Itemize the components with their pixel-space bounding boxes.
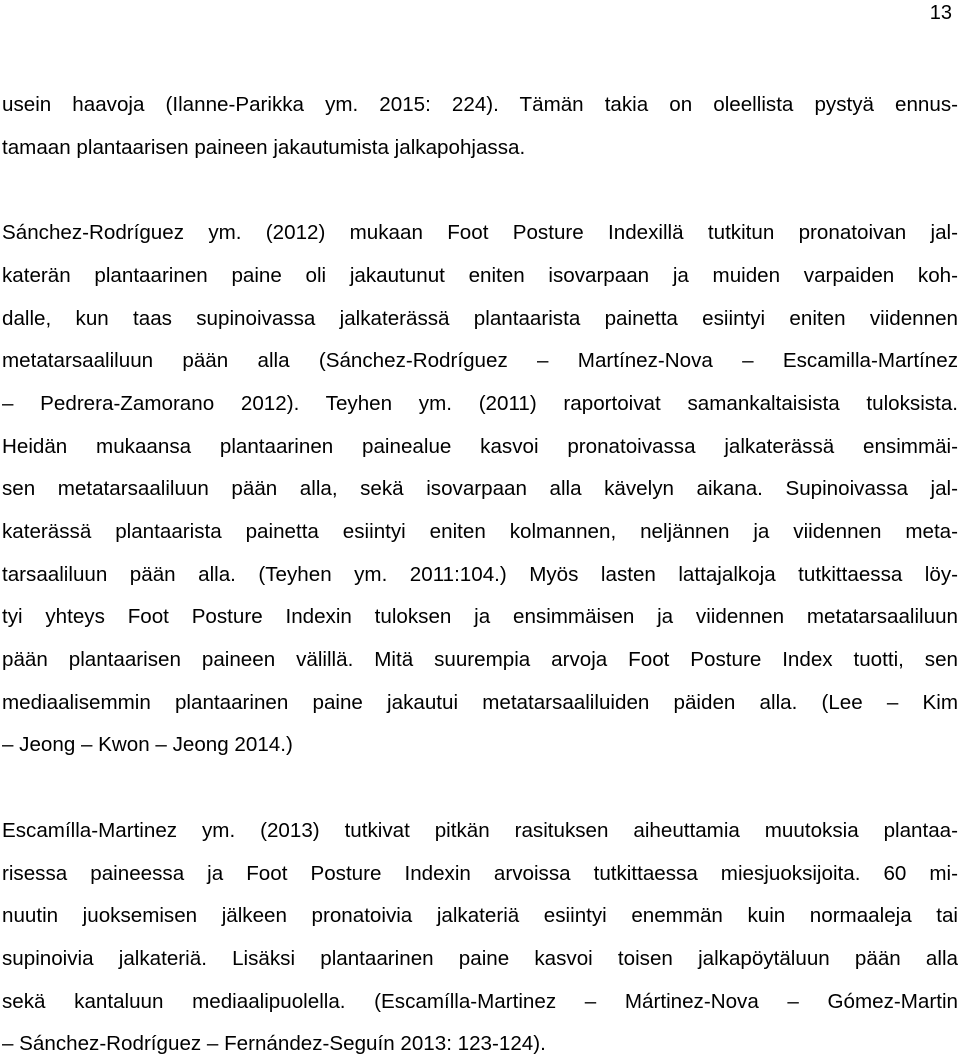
text-line: – Sánchez-Rodríguez – Fernández-Seguín 2013: 123-124).	[2, 1032, 546, 1055]
text-line: usein haavoja (Ilanne-Parikka ym. 2015: 224). Tämän takia on oleellista pystyä ennus-	[2, 93, 958, 116]
page-number: 13	[929, 2, 952, 24]
text-line: katerässä plantaarista painetta esiintyi eniten kolmannen, neljännen ja viidennen meta-	[2, 520, 958, 543]
text-line: metatarsaaliluun pään alla (Sánchez-Rodríguez – Martínez-Nova – Escamilla-Martínez	[2, 349, 958, 372]
text-line: – Pedrera-Zamorano 2012). Teyhen ym. (2011) raportoivat samankaltaisista tuloksista.	[2, 392, 958, 415]
text-line: supinoivia jalkateriä. Lisäksi plantaarinen paine kasvoi toisen jalkapöytäluun pään alla	[2, 947, 958, 970]
text-line: tarsaaliluun pään alla. (Teyhen ym. 2011:104.) Myös lasten lattajalkoja tutkittaessa löy-	[2, 563, 958, 586]
text-line: mediaalisemmin plantaarinen paine jakautui metatarsaaliluiden päiden alla. (Lee – Kim	[2, 691, 958, 714]
text-line: dalle, kun taas supinoivassa jalkaterässä plantaarista painetta esiintyi eniten viidennen	[2, 307, 958, 330]
text-line: sen metatarsaaliluun pään alla, sekä isovarpaan alla kävelyn aikana. Supinoivassa jal-	[2, 477, 958, 500]
text-line: – Jeong – Kwon – Jeong 2014.)	[2, 733, 293, 756]
text-line: tamaan plantaarisen paineen jakautumista jalkapohjassa.	[2, 136, 526, 159]
text-line: Sánchez-Rodríguez ym. (2012) mukaan Foot Posture Indexillä tutkitun pronatoivan jal-	[2, 221, 958, 244]
text-line: katerän plantaarinen paine oli jakautunut eniten isovarpaan ja muiden varpaiden koh-	[2, 264, 958, 287]
text-line: tyi yhteys Foot Posture Indexin tuloksen ja ensimmäisen ja viidennen metatarsaaliluun	[2, 605, 958, 628]
text-line: pään plantaarisen paineen välillä. Mitä suurempia arvoja Foot Posture Index tuotti, sen	[2, 648, 958, 671]
text-line: nuutin juoksemisen jälkeen pronatoivia jalkateriä esiintyi enemmän kuin normaaleja tai	[2, 904, 958, 927]
text-line: Escamílla-Martinez ym. (2013) tutkivat pitkän rasituksen aiheuttamia muutoksia plantaa-	[2, 819, 958, 842]
text-line: sekä kantaluun mediaalipuolella. (Escamílla-Martinez – Mártinez-Nova – Gómez-Martin	[2, 990, 958, 1013]
text-line: Heidän mukaansa plantaarinen painealue kasvoi pronatoivassa jalkaterässä ensimmäi-	[2, 435, 958, 458]
text-line: risessa paineessa ja Foot Posture Indexin arvoissa tutkittaessa miesjuoksijoita. 60 mi-	[2, 862, 958, 885]
